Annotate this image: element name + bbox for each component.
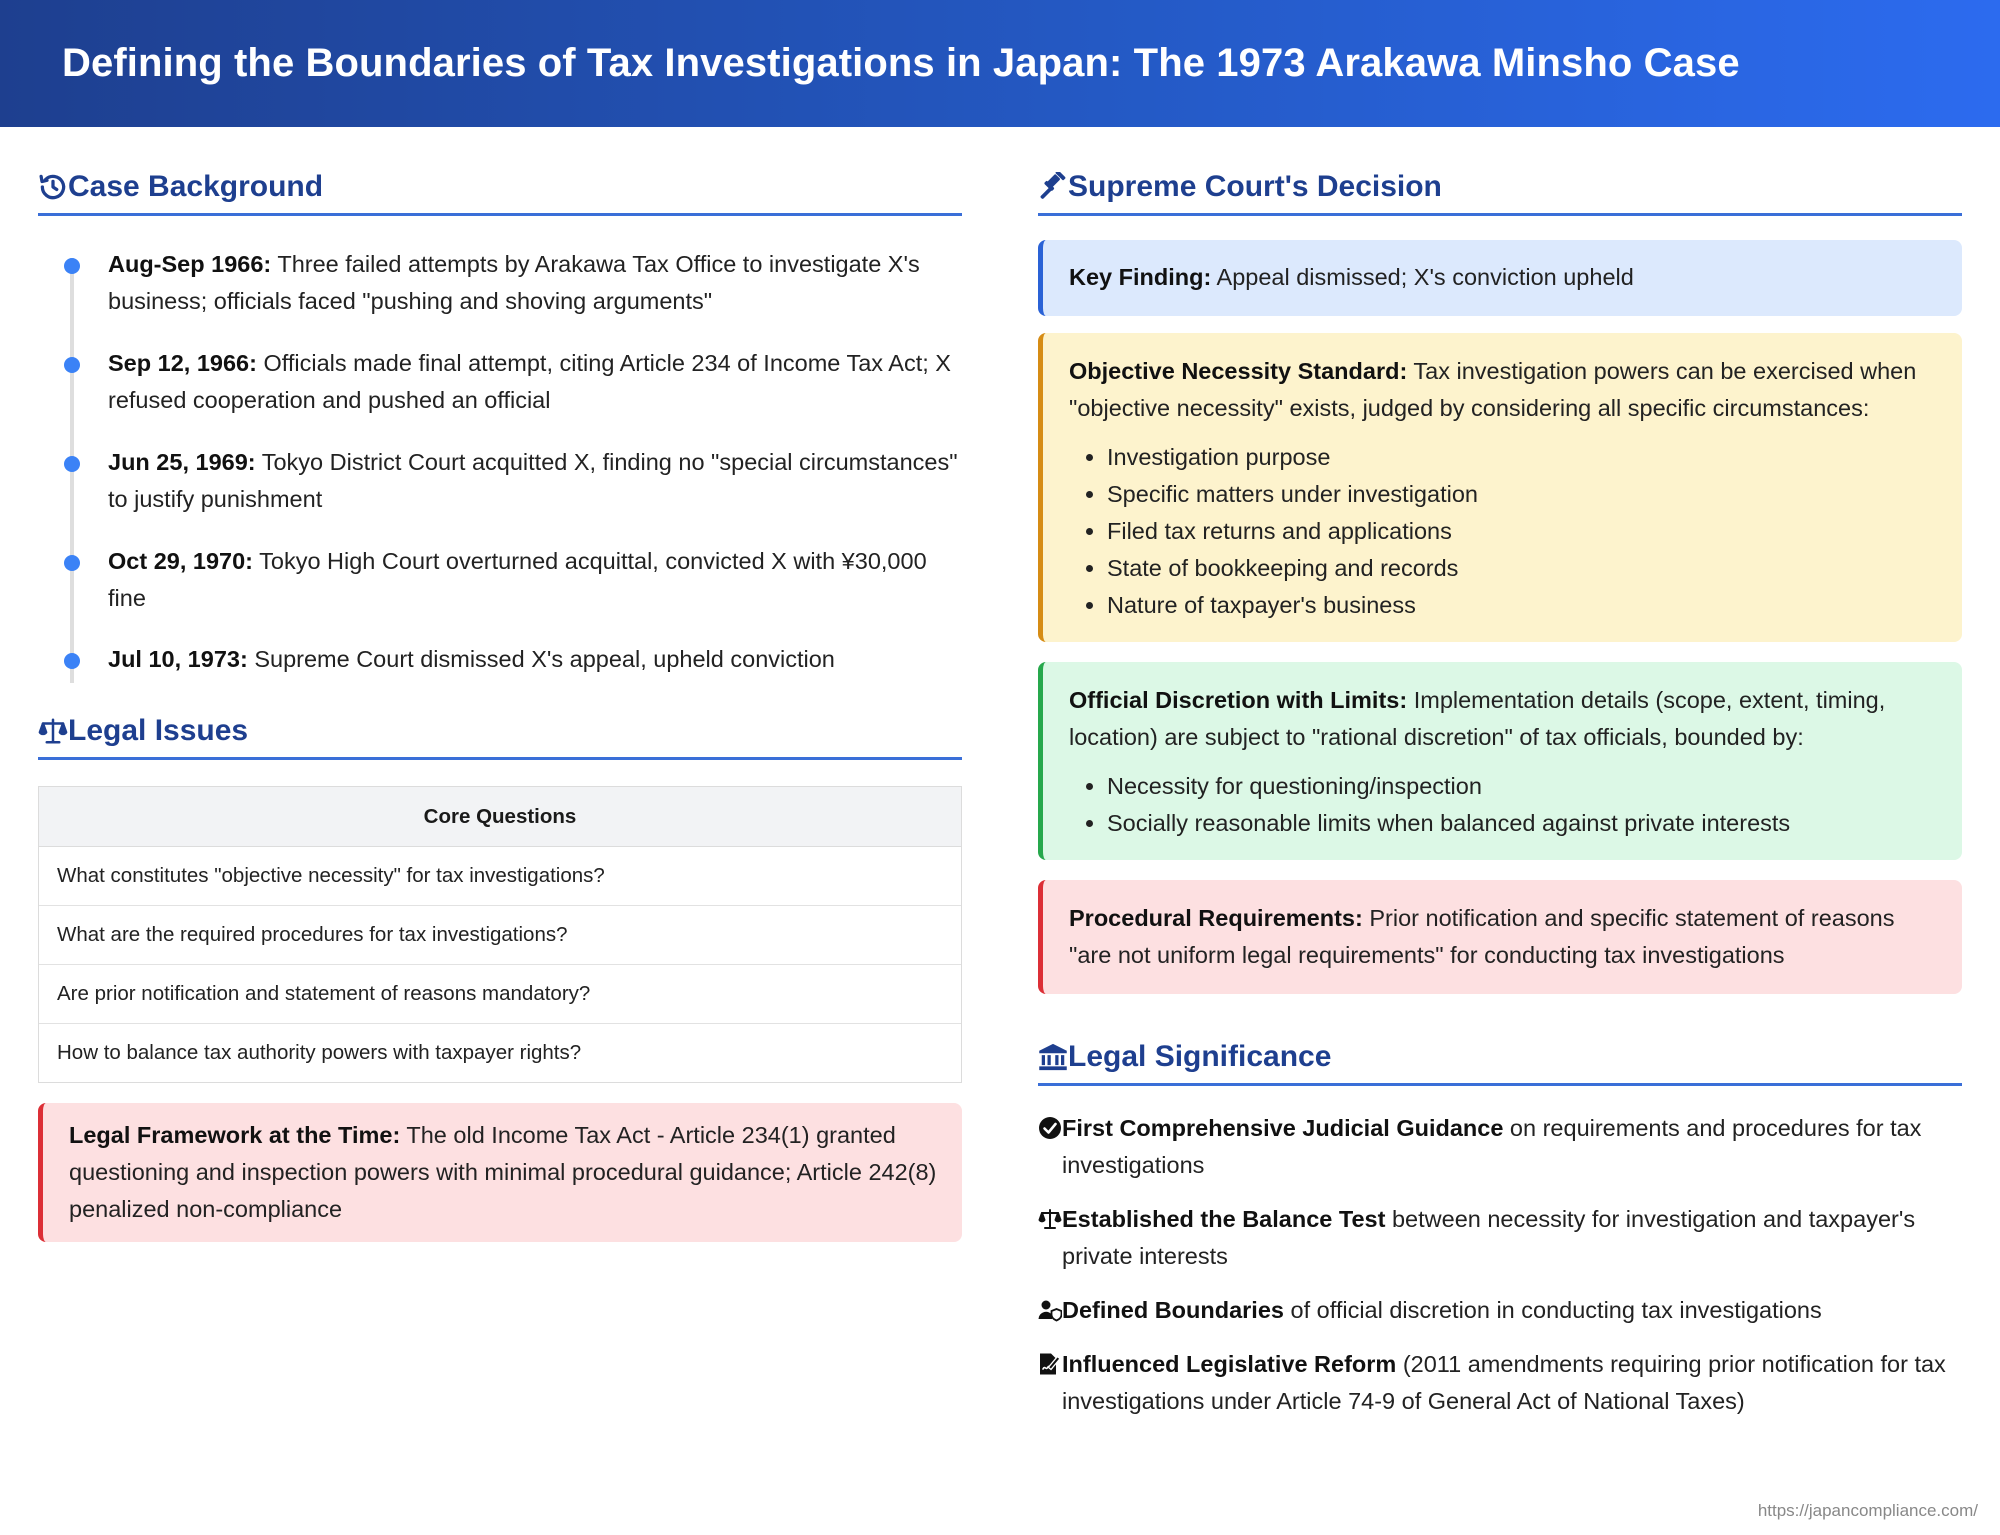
footer-url: https://japancompliance.com/ [1757,1501,1978,1520]
legal-significance-heading [1038,1030,1962,1086]
significance-item [1038,1201,1962,1275]
timeline-dot [64,357,80,373]
user-shield-icon [1038,1298,1062,1322]
check-circle-icon [1038,1116,1062,1140]
list-item: • Nature of taxpayer's business [1107,587,1938,624]
history-icon [38,172,68,202]
timeline-event-text [108,543,962,617]
timeline-event [38,444,962,518]
table-row: What constitutes "objective necessity" for tax investigations? [39,847,961,906]
page-header [0,0,2000,127]
timeline-dot [64,456,80,472]
circumstances-list [1069,439,1938,624]
item-text: (2011 amendments requiring prior notification for tax investigations under Article 74-9 of General Act of National Taxes) [1062,1351,1946,1414]
procedural-requirements-box [1038,880,1962,994]
event-description: Officials made final attempt, citing Article 234 of Income Tax Act; X refused cooperation and pushed an official [108,350,951,413]
box-label: Key Finding: [1069,264,1212,290]
event-date: Jul 10, 1973: [108,646,248,672]
callout-label: Legal Framework at the Time: [69,1122,401,1148]
scale-icon [38,716,68,746]
document-signature-icon [1038,1352,1062,1376]
left-column [38,160,962,1242]
item-title: Established the Balance Test [1062,1206,1386,1232]
event-description: Three failed attempts by Arakawa Tax Office to investigate X's business; officials faced "pushing and shoving arguments" [108,251,920,314]
official-discretion-box [1038,662,1962,860]
event-date: Sep 12, 1966: [108,350,257,376]
significance-item [1038,1292,1962,1329]
timeline-dot [64,653,80,669]
legal-issues-heading [38,704,962,760]
section-title: Legal Significance [1068,1039,1332,1073]
list-item: • State of bookkeeping and records [1107,550,1938,587]
timeline-event [38,641,962,678]
callout-text: The old Income Tax Act - Article 234(1) granted questioning and inspection powers with minimal procedural guidance; Article 242(8) penalized non-compliance [69,1122,937,1222]
key-finding-box [1038,240,1962,316]
item-title: Influenced Legislative Reform [1062,1351,1397,1377]
table-row: Are prior notification and statement of reasons mandatory? [39,965,961,1024]
significance-list [1038,1110,1962,1420]
table-row: What are the required procedures for tax investigations? [39,906,961,965]
box-label: Objective Necessity Standard: [1069,358,1408,384]
event-date: Jun 25, 1969: [108,449,256,475]
list-item: • Filed tax returns and applications [1107,513,1938,550]
table-header: Core Questions [39,787,961,847]
box-text: Prior notification and specific statement of reasons "are not uniform legal requirements" for conducting tax investigations [1069,905,1895,968]
table-row: How to balance tax authority powers with taxpayer rights? [57,1041,582,1064]
event-description: Tokyo High Court overturned acquittal, convicted X with ¥30,000 fine [108,548,927,611]
case-timeline [38,246,962,696]
gavel-icon [1038,172,1068,202]
section-title: Supreme Court's Decision [1068,169,1442,203]
item-text: of official discretion in conducting tax investigations [1283,1297,1822,1323]
core-questions-table [38,786,962,1083]
decision-heading [1038,160,1962,216]
timeline-event-text [108,444,962,518]
event-description: Supreme Court dismissed X's appeal, upheld conviction [247,646,835,672]
list-item: • Investigation purpose [1107,439,1938,476]
timeline-dot [64,258,80,274]
legal-framework-callout [38,1103,962,1242]
significance-item [1038,1346,1962,1420]
section-title: Legal Issues [68,713,249,747]
box-label: Official Discretion with Limits: [1069,687,1408,713]
timeline-dot [64,555,80,571]
list-item: • Socially reasonable limits when balanced against private interests [1107,805,1938,842]
timeline-event [38,345,962,419]
box-label: Procedural Requirements: [1069,905,1363,931]
item-text: on requirements and procedures for tax investigations [1062,1115,1922,1178]
timeline-event [38,543,962,617]
scale-icon [1038,1207,1062,1231]
right-column [1038,160,1962,1420]
item-title: Defined Boundaries [1062,1297,1284,1323]
event-date: Aug-Sep 1966: [108,251,272,277]
box-text: Tax investigation powers can be exercised when "objective necessity" exists, judged by considering all specific circumstances: [1069,358,1917,421]
list-item: • Specific matters under investigation [1107,476,1938,513]
timeline-event-text [108,641,962,678]
list-item: • Necessity for questioning/inspection [1107,768,1938,805]
page-title: Defining the Boundaries of Tax Investigations in Japan: The 1973 Arakawa Minsho Case [62,41,1740,85]
item-text: between necessity for investigation and taxpayer's private interests [1062,1206,1916,1269]
landmark-icon [1038,1042,1068,1072]
section-title: Case Background [68,169,324,203]
objective-necessity-box [1038,333,1962,642]
event-description: Tokyo District Court acquitted X, finding no "special circumstances" to justify punishment [108,449,958,512]
item-title: First Comprehensive Judicial Guidance [1062,1115,1504,1141]
limits-list [1069,768,1938,842]
event-date: Oct 29, 1970: [108,548,254,574]
timeline-event [38,246,962,320]
significance-item [1038,1110,1962,1184]
box-text: Implementation details (scope, extent, timing, location) are subject to "rational discretion" of tax officials, bounded by: [1069,687,1886,750]
timeline-event-text [108,345,962,419]
case-background-heading [38,160,962,216]
box-text: Appeal dismissed; X's conviction upheld [1211,264,1634,290]
timeline-event-text [108,246,962,320]
